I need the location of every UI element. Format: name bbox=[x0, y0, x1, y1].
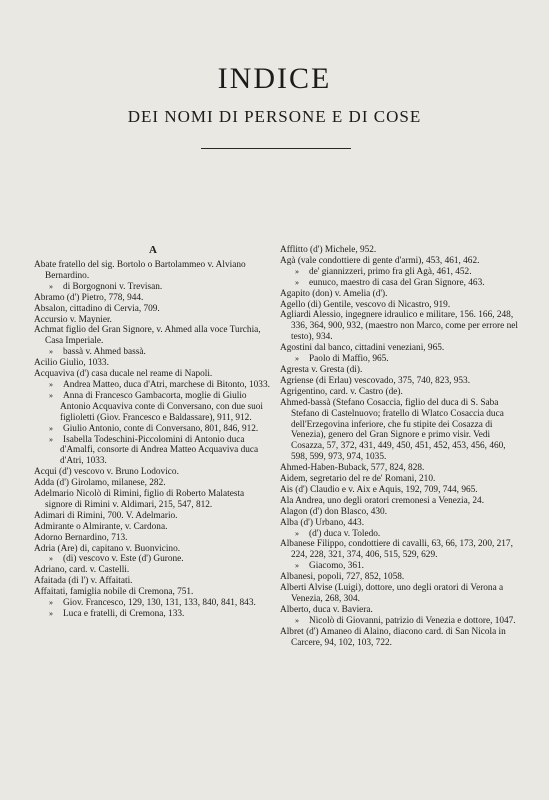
index-entry bbox=[34, 325, 272, 347]
index-entry-text: Luca e fratelli, di Cremona, 133. bbox=[63, 609, 185, 619]
index-entry-text: Afaitada (di l') v. Affaitati. bbox=[34, 576, 133, 587]
index-entry bbox=[280, 398, 522, 463]
index-entry bbox=[280, 518, 522, 529]
ditto-mark: » bbox=[49, 554, 53, 564]
index-entry bbox=[280, 507, 522, 518]
index-entry-text: Ahmed-bassà (Stefano Cosaccia, figlio del duca di S. Saba Stefano di Castelnuovo; fratello di Wlatco Cosaccia duca dell'Erzegovina inferiore, che fu stipite dei Cosazza di Venezia), genero del Gran Signore e primo visir. Vedi Cosazza, 57, 372, 431, 449, 450, 451, 452, 453, 456, 460, 598, 599, 973, 974, 1035. bbox=[280, 397, 506, 463]
index-entry bbox=[280, 529, 522, 540]
index-entry bbox=[280, 267, 522, 278]
index-entry bbox=[34, 467, 272, 478]
index-entry-text: di Borgognoni v. Trevisan. bbox=[63, 281, 163, 292]
index-entry-text: Adria (Are) di, capitano v. Buonvicino. bbox=[34, 543, 181, 554]
ditto-mark: » bbox=[49, 423, 53, 433]
index-entry-text: Isabella Todeschini-Piccolomini di Antonio duca d'Amalfi, consorte di Andrea Matteo Acquaviva duca d'Atri, 1033. bbox=[60, 434, 259, 467]
index-entry bbox=[280, 300, 522, 311]
index-entry bbox=[34, 282, 272, 293]
ditto-mark: » bbox=[49, 598, 53, 608]
index-entry-text: Absalon, cittadino di Cervia, 709. bbox=[34, 303, 160, 314]
ditto-mark: » bbox=[295, 277, 299, 287]
index-entry bbox=[280, 583, 522, 605]
index-entry bbox=[34, 511, 272, 522]
index-entry-text: Alba (d') Urbano, 443. bbox=[280, 517, 365, 528]
index-entry-text: eunuco, maestro di casa del Gran Signore, 463. bbox=[309, 277, 485, 288]
ditto-mark: » bbox=[49, 609, 53, 618]
index-entry bbox=[34, 304, 272, 315]
ditto-mark: » bbox=[49, 379, 53, 389]
index-entry-text: Agostini dal banco, cittadini veneziani, 965. bbox=[280, 343, 445, 354]
index-entry-text: Paolo di Maffio, 965. bbox=[309, 354, 389, 365]
index-entry-text: bassà v. Ahmed bassà. bbox=[63, 347, 146, 358]
ditto-mark: » bbox=[49, 281, 53, 291]
index-entry-text: Abate fratello del sig. Bortolo o Bartolammeo v. Alviano Bernardino. bbox=[34, 260, 246, 281]
ditto-mark: » bbox=[49, 434, 53, 444]
index-entry-text: Admirante o Almirante, v. Cardona. bbox=[34, 521, 168, 532]
ditto-mark: » bbox=[295, 528, 299, 538]
index-entry-text: Agello (di) Gentile, vescovo di Nicastro, 919. bbox=[280, 299, 451, 310]
index-entry bbox=[280, 474, 522, 485]
ditto-mark: » bbox=[295, 561, 299, 571]
index-entry bbox=[280, 496, 522, 507]
index-entry-text: Giulio Antonio, conte di Conversano, 801, 846, 912. bbox=[63, 423, 259, 434]
index-entry bbox=[280, 616, 522, 627]
index-entry-text: Andrea Matteo, duca d'Atri, marchese di Bitonto, 1033. bbox=[63, 379, 270, 390]
index-entry bbox=[34, 533, 272, 544]
index-entry-text: Adriano, card. v. Castelli. bbox=[34, 565, 130, 576]
index-entry bbox=[280, 354, 522, 365]
index-entry bbox=[280, 256, 522, 267]
index-entry bbox=[280, 289, 522, 300]
ditto-mark: » bbox=[295, 266, 299, 276]
index-entry-text: Ala Andrea, uno degli oratori cremonesi a Venezia, 24. bbox=[280, 495, 485, 506]
index-entry-text: Adorno Bernardino, 713. bbox=[34, 532, 128, 543]
index-entry bbox=[280, 627, 522, 649]
index-entry bbox=[34, 478, 272, 489]
index-entry-text: de' giannizzeri, primo fra gli Agà, 461, 452. bbox=[309, 266, 472, 277]
index-entry bbox=[34, 587, 272, 598]
index-entry bbox=[34, 358, 272, 369]
index-entry bbox=[280, 245, 522, 256]
index-entry-text: Albanesi, popoli, 727, 852, 1058. bbox=[280, 572, 405, 583]
index-entry bbox=[34, 424, 272, 435]
index-entry-text: Acquaviva (d') casa ducale nel reame di Napoli. bbox=[34, 369, 213, 380]
index-entry-text: Albanese Filippo, condottiere di cavalli, 63, 66, 173, 200, 217, 224, 228, 321, 374, 406, 515, 529, 629. bbox=[280, 539, 513, 561]
index-entry-text: Anna di Francesco Gambacorta, moglie di Giulio Antonio Acquaviva conte di Conversano, con due suoi figlioletti (Giov. Francesco e Baldassare), 911, 912. bbox=[60, 390, 263, 423]
index-entry-text: (di) vescovo v. Este (d') Gurone. bbox=[63, 554, 184, 565]
ditto-mark: » bbox=[295, 615, 299, 625]
index-entry-text: Giov. Francesco, 129, 130, 131, 133, 840, 841, 843. bbox=[63, 598, 256, 609]
index-entry-text: Ahmed-Haben-Buback, 577, 824, 828. bbox=[280, 463, 425, 474]
index-entry bbox=[34, 565, 272, 576]
index-entry-text: (d') duca v. Toledo. bbox=[309, 528, 381, 539]
index-entry bbox=[280, 387, 522, 398]
index-entry bbox=[280, 561, 522, 572]
index-entry bbox=[280, 539, 522, 561]
index-entry bbox=[34, 347, 272, 358]
page-subtitle: DEI NOMI DI PERSONE E DI COSE bbox=[127, 107, 422, 126]
index-entry bbox=[280, 365, 522, 376]
index-entry-text: Agapito (don) v. Amelia (d'). bbox=[280, 288, 388, 299]
index-entry bbox=[34, 598, 272, 609]
index-entry-text: Adda (d') Girolamo, milanese, 282. bbox=[34, 478, 166, 489]
index-entry bbox=[34, 489, 272, 511]
index-entry-text: Adimari di Rimini, 700. V. Adelmario. bbox=[34, 510, 178, 521]
index-entry bbox=[34, 315, 272, 326]
index-entry bbox=[34, 576, 272, 587]
index-entry bbox=[280, 278, 522, 289]
ditto-mark: » bbox=[49, 390, 53, 400]
index-entry-text: Ais (d') Claudio e v. Aix e Aquis, 192, 709, 744, 965. bbox=[280, 484, 478, 495]
index-entry-text: Affaitati, famiglia nobile di Cremona, 751. bbox=[34, 587, 194, 598]
index-entry-text: Aidem, segretario del re de' Romani, 210. bbox=[280, 474, 436, 485]
index-entry-text: Agliardi Alessio, ingegnere idraulico e militare, 156. 166, 248, 336, 364, 900, 932, (maestro non Marco, come per errore nel testo), 934. bbox=[280, 310, 518, 343]
index-entry bbox=[280, 572, 522, 583]
index-entry bbox=[34, 554, 272, 565]
index-entry bbox=[34, 293, 272, 304]
index-entry-text: Accursio v. Maynier. bbox=[34, 314, 112, 325]
index-entry bbox=[280, 485, 522, 496]
left-column bbox=[34, 260, 272, 620]
index-entry bbox=[34, 435, 272, 468]
index-entry-text: Albret (d') Amaneo di Alaino, diacono card. di San Nicola in Carcere, 94, 102, 103, 722. bbox=[280, 626, 506, 648]
ditto-mark: » bbox=[49, 347, 53, 357]
index-entry-text: Nicolò di Giovanni, patrizio di Venezia e dottore, 1047. bbox=[309, 615, 516, 626]
index-entry-text: Agresta v. Gresta (di). bbox=[280, 364, 363, 375]
index-entry-text: Alberti Alvise (Luigi), dottore, uno degli oratori di Verona a Venezia, 268, 304. bbox=[280, 583, 504, 604]
index-entry-text: Achmat figlio del Gran Signore, v. Ahmed alla voce Turchia, Casa Imperiale. bbox=[34, 325, 261, 347]
index-entry bbox=[280, 343, 522, 354]
index-entry-text: Alagon (d') don Blasco, 430. bbox=[280, 506, 388, 517]
index-entry-text: Acilio Giulio, 1033. bbox=[34, 358, 109, 369]
index-entry-text: Afflitto (d') Michele, 952. bbox=[280, 245, 377, 255]
index-entry-text: Giacomo, 361. bbox=[309, 561, 364, 572]
index-entry-text: Abramo (d') Pietro, 778, 944. bbox=[34, 292, 144, 303]
index-entry bbox=[280, 605, 522, 616]
section-letter: A bbox=[149, 244, 157, 256]
title-divider bbox=[201, 148, 351, 149]
index-entry bbox=[34, 380, 272, 391]
index-entry bbox=[34, 609, 272, 620]
ditto-mark: » bbox=[295, 354, 299, 364]
index-entry-text: Agrigentino, card. v. Castro (de). bbox=[280, 386, 403, 397]
index-entry-text: Acqui (d') vescovo v. Bruno Lodovico. bbox=[34, 467, 179, 478]
right-column bbox=[280, 245, 522, 649]
index-entry-text: Agà (vale condottiere di gente d'armi), 453, 461, 462. bbox=[280, 255, 480, 266]
index-entry bbox=[34, 369, 272, 380]
page-title: INDICE bbox=[217, 62, 332, 95]
index-entry bbox=[34, 260, 272, 282]
index-entry bbox=[34, 544, 272, 555]
index-entry bbox=[34, 522, 272, 533]
index-entry bbox=[280, 376, 522, 387]
index-entry bbox=[280, 310, 522, 343]
index-entry-text: Adelmario Nicolò di Rimini, figlio di Roberto Malatesta signore di Rimini v. Aldimari, 215, 547, 812. bbox=[34, 489, 245, 510]
index-entry bbox=[280, 463, 522, 474]
index-entry-text: Agriense (di Erlau) vescovado, 375, 740, 823, 953. bbox=[280, 375, 471, 386]
index-entry bbox=[34, 391, 272, 424]
index-entry-text: Alberto, duca v. Baviera. bbox=[280, 604, 373, 615]
